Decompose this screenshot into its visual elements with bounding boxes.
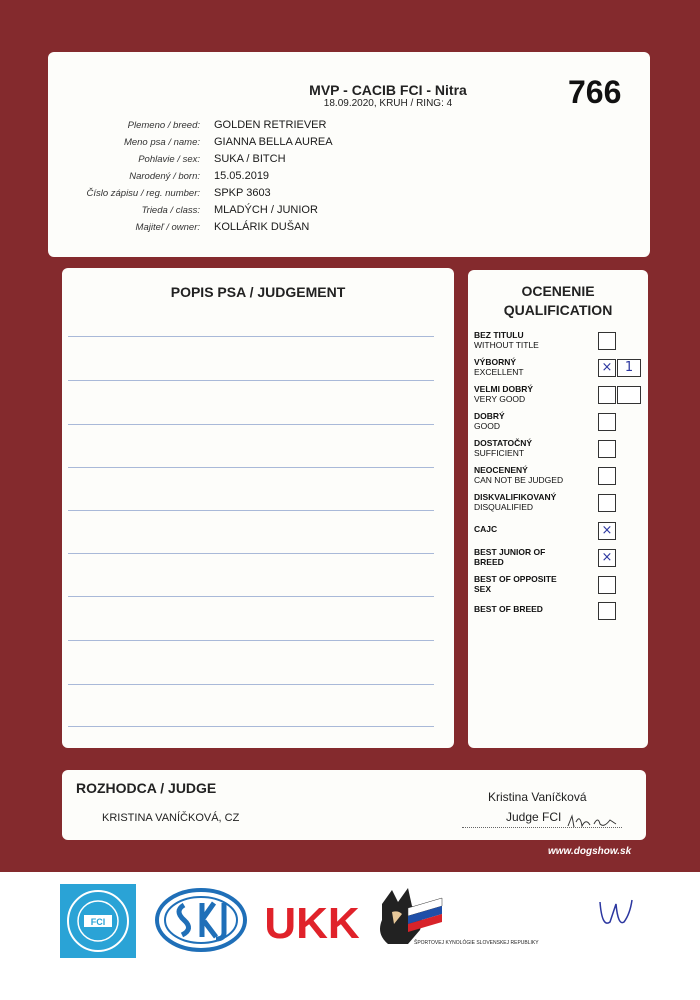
ukk-logo bbox=[262, 896, 362, 946]
qual-label-en: SUFFICIENT bbox=[474, 448, 525, 458]
qual-good bbox=[474, 411, 646, 437]
field-owner bbox=[48, 220, 568, 237]
field-label: Plemeno / breed: bbox=[127, 120, 200, 131]
qual-label-en: BREED bbox=[474, 557, 504, 567]
qual-sufficient bbox=[474, 438, 646, 464]
dog-fields bbox=[48, 118, 568, 237]
placement-box[interactable] bbox=[617, 386, 641, 404]
check-mark: × bbox=[601, 360, 613, 375]
qual-label-en: EXCELLENT bbox=[474, 367, 524, 377]
judge-card bbox=[62, 770, 646, 840]
placement-mark: 1 bbox=[624, 360, 634, 375]
check-mark bbox=[599, 441, 615, 457]
qualification-title-sk: OCENENIE bbox=[521, 283, 595, 299]
judgement-line[interactable] bbox=[68, 424, 434, 425]
field-label: Trieda / class: bbox=[141, 205, 200, 216]
judgement-line[interactable] bbox=[68, 596, 434, 597]
qual-label-sk: BEST JUNIOR OF bbox=[474, 547, 546, 557]
judge-name: KRISTINA VANÍČKOVÁ, CZ bbox=[102, 812, 240, 824]
field-value: KOLLÁRIK DUŠAN bbox=[214, 221, 310, 233]
judgement-line[interactable] bbox=[68, 553, 434, 554]
placement-box[interactable] bbox=[617, 359, 641, 377]
qual-checkbox[interactable] bbox=[598, 413, 616, 431]
qual-excellent bbox=[474, 357, 646, 383]
check-mark bbox=[599, 603, 615, 619]
field-class bbox=[48, 203, 568, 220]
qual-label-sk: BEST OF OPPOSITE bbox=[474, 574, 557, 584]
check-mark bbox=[599, 495, 615, 511]
field-label: Majiteľ / owner: bbox=[135, 222, 200, 233]
judgement-line[interactable] bbox=[68, 336, 434, 337]
qual-best-of-breed bbox=[474, 602, 646, 628]
zsk-logo-text: ŠPORTOVEJ KYNOLÓGIE SLOVENSKEJ REPUBLIKY bbox=[414, 940, 539, 946]
field-born bbox=[48, 169, 568, 186]
qual-label-en: GOOD bbox=[474, 421, 500, 431]
field-label: Narodený / born: bbox=[129, 171, 200, 182]
fci-logo bbox=[60, 884, 136, 958]
event-title: MVP - CACIB FCI - Nitra bbox=[309, 82, 467, 98]
qual-best-opposite-sex bbox=[474, 574, 646, 600]
qual-label-sk: NEOCENENÝ bbox=[474, 465, 528, 475]
qual-label-sk: VELMI DOBRÝ bbox=[474, 384, 534, 394]
qual-label-sk: BEST OF BREED bbox=[474, 604, 543, 614]
qual-disqualified bbox=[474, 492, 646, 518]
qual-checkbox[interactable] bbox=[598, 467, 616, 485]
field-breed bbox=[48, 118, 568, 135]
qual-label-en: WITHOUT TITLE bbox=[474, 340, 539, 350]
qual-checkbox[interactable] bbox=[598, 549, 616, 567]
judge-title: ROZHODCA / JUDGE bbox=[76, 780, 217, 796]
qual-not-judged bbox=[474, 465, 646, 491]
judgement-line[interactable] bbox=[68, 510, 434, 511]
qual-very-good bbox=[474, 384, 646, 410]
field-value: GOLDEN RETRIEVER bbox=[214, 119, 327, 131]
qual-label-sk: BEZ TITULU bbox=[474, 330, 524, 340]
qual-label-en: VERY GOOD bbox=[474, 394, 526, 404]
qualification-card bbox=[468, 270, 648, 748]
qual-label-sk: DOSTATOČNÝ bbox=[474, 438, 533, 448]
judgement-card bbox=[62, 268, 454, 748]
qual-best-junior bbox=[474, 547, 646, 573]
check-mark: × bbox=[601, 523, 613, 538]
judgement-line[interactable] bbox=[68, 726, 434, 727]
skj-logo bbox=[154, 887, 248, 953]
qual-cajc bbox=[474, 522, 646, 548]
qualification-title-en: QUALIFICATION bbox=[503, 302, 613, 318]
judgement-title: POPIS PSA / JUDGEMENT bbox=[170, 284, 346, 300]
field-label: Meno psa / name: bbox=[123, 137, 200, 148]
judgement-line[interactable] bbox=[68, 380, 434, 381]
event-subtitle: 18.09.2020, KRUH / RING: 4 bbox=[323, 98, 453, 109]
qual-checkbox[interactable] bbox=[598, 522, 616, 540]
field-reg-number bbox=[48, 186, 568, 203]
qual-checkbox[interactable] bbox=[598, 440, 616, 458]
field-sex bbox=[48, 152, 568, 169]
qual-label-en: CAN NOT BE JUDGED bbox=[474, 475, 564, 485]
qual-label-sk: DISKVALIFIKOVANÝ bbox=[474, 492, 557, 502]
qual-label-en: DISQUALIFIED bbox=[474, 502, 534, 512]
check-mark bbox=[599, 577, 615, 593]
qual-label-sk: VÝBORNÝ bbox=[474, 357, 517, 367]
check-mark: × bbox=[601, 550, 613, 565]
field-value: SUKA / BITCH bbox=[214, 153, 286, 165]
judgement-line[interactable] bbox=[68, 467, 434, 468]
qual-checkbox[interactable] bbox=[598, 359, 616, 377]
website-link[interactable]: www.dogshow.sk bbox=[548, 846, 632, 857]
field-label: Číslo zápisu / reg. number: bbox=[86, 188, 200, 199]
qual-checkbox[interactable] bbox=[598, 386, 616, 404]
ukk-logo-text: UKK bbox=[264, 899, 360, 948]
signature-name: Kristina Vaníčková bbox=[488, 790, 587, 804]
zsk-dog-logo bbox=[368, 884, 539, 968]
judgement-line[interactable] bbox=[68, 684, 434, 685]
qual-label-sk: CAJC bbox=[474, 524, 498, 534]
fci-logo-text: FCI bbox=[90, 917, 106, 927]
qual-checkbox[interactable] bbox=[598, 602, 616, 620]
field-name bbox=[48, 135, 568, 152]
placement-mark bbox=[618, 387, 640, 403]
field-value: SPKP 3603 bbox=[214, 187, 271, 199]
signature-role: Judge FCI bbox=[506, 810, 562, 824]
qual-without-title bbox=[474, 330, 646, 356]
handwritten-signature bbox=[566, 812, 626, 832]
field-value: GIANNA BELLA AUREA bbox=[214, 136, 333, 148]
qual-label-en: SEX bbox=[474, 584, 492, 594]
catalog-number: 766 bbox=[568, 74, 622, 110]
qual-label-sk: DOBRÝ bbox=[474, 411, 505, 421]
field-value: 15.05.2019 bbox=[214, 170, 270, 182]
dog-info-card bbox=[48, 52, 650, 257]
check-mark bbox=[599, 468, 615, 484]
field-value: MLADÝCH / JUNIOR bbox=[214, 204, 318, 216]
qual-checkbox[interactable] bbox=[598, 494, 616, 512]
check-mark bbox=[599, 387, 615, 403]
judgement-line[interactable] bbox=[68, 640, 434, 641]
qual-checkbox[interactable] bbox=[598, 576, 616, 594]
field-label: Pohlavie / sex: bbox=[138, 154, 200, 165]
check-mark bbox=[599, 414, 615, 430]
handwritten-initial bbox=[596, 896, 636, 936]
check-mark bbox=[599, 333, 615, 349]
qual-checkbox[interactable] bbox=[598, 332, 616, 350]
